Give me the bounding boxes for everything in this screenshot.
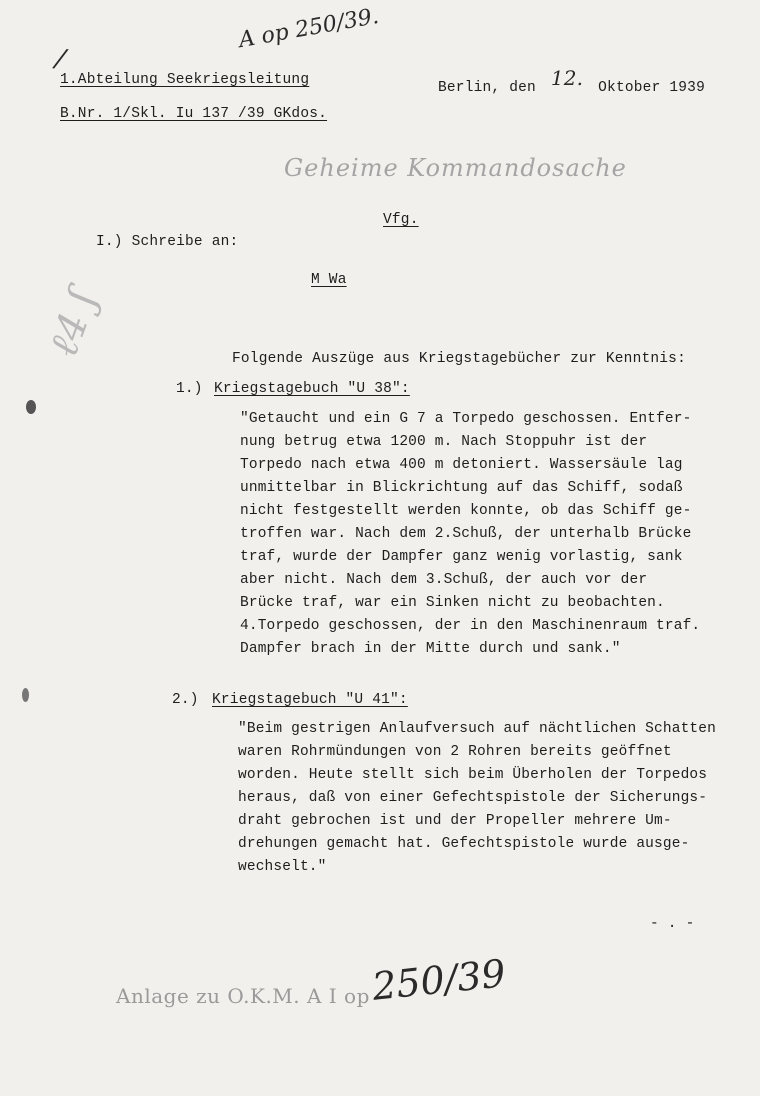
department-line: 1.Abteilung Seekriegsleitung [60,72,310,88]
continuation-mark: - . - [650,916,695,932]
quote-line: aber nicht. Nach dem 3.Schuß, der auch vor der [240,572,648,588]
section-1-quote [240,408,760,661]
intro-line: Folgende Auszüge aus Kriegstagebücher zur Kenntnis: [232,351,686,367]
handwritten-reference: A op 250/39. [236,3,381,54]
vfg-label: Vfg. [383,212,419,228]
quote-line: Dampfer brach in der Mitte durch und sank." [240,641,621,657]
quote-line: 4.Torpedo geschossen, der in den Maschinenraum traf. [240,618,701,634]
recipient: M Wa [311,272,347,288]
pencil-marginalia: ℓ4 ʃ [40,284,107,363]
reference-number: B.Nr. 1/Skl. Iu 137 /39 GKdos. [60,106,328,122]
punch-hole-bottom [22,688,29,702]
footer-stamp: Anlage zu O.K.M. A I op [116,984,370,1008]
quote-line: troffen war. Nach dem 2.Schuß, der unterhalb Brücke [240,526,692,542]
quote-line: unmittelbar in Blickrichtung auf das Schiff, sodaß [240,480,683,496]
classification-stamp: Geheime Kommandosache [284,154,627,182]
section-2-quote [238,718,758,879]
quote-line: nung betrug etwa 1200 m. Nach Stoppuhr ist der [240,434,648,450]
quote-line: worden. Heute stellt sich beim Überholen der Torpedos [238,767,708,783]
section-1-number: 1.) [176,381,203,397]
section-1-heading: Kriegstagebuch "U 38": [214,381,410,397]
section-2-number: 2.) [172,692,199,708]
quote-line: traf, wurde der Dampfer ganz wenig vorlastig, sank [240,549,683,565]
quote-line: heraus, daß von einer Gefechtspistole der Sicherungs- [238,790,708,806]
handwritten-day: 12. [550,66,584,90]
section-2-heading: Kriegstagebuch "U 41": [212,692,408,708]
month-year: Oktober 1939 [598,80,705,96]
quote-line: Torpedo nach etwa 400 m detoniert. Wassersäule lag [240,457,683,473]
quote-line: drehungen gemacht hat. Gefechtspistole wurde ausge- [238,836,690,852]
quote-line: waren Rohrmündungen von 2 Rohren bereits geöffnet [238,744,672,760]
quote-line: "Beim gestrigen Anlaufversuch auf nächtlichen Schatten [238,721,716,737]
quote-line: draht gebrochen ist und der Propeller mehrere Um- [238,813,672,829]
quote-line: wechselt." [238,859,327,875]
quote-line: nicht festgestellt werden konnte, ob das Schiff ge- [240,503,692,519]
quote-line: "Getaucht und ein G 7 a Torpedo geschossen. Entfer- [240,411,692,427]
instruction-line: I.) Schreibe an: [96,234,239,250]
footer-handwritten-number: 250/39 [370,951,508,1009]
punch-hole-top [26,400,36,414]
place-date-prefix: Berlin, den [438,80,536,96]
quote-line: Brücke traf, war ein Sinken nicht zu beobachten. [240,595,665,611]
place-date [438,66,705,96]
handwritten-tick: / [53,43,68,75]
